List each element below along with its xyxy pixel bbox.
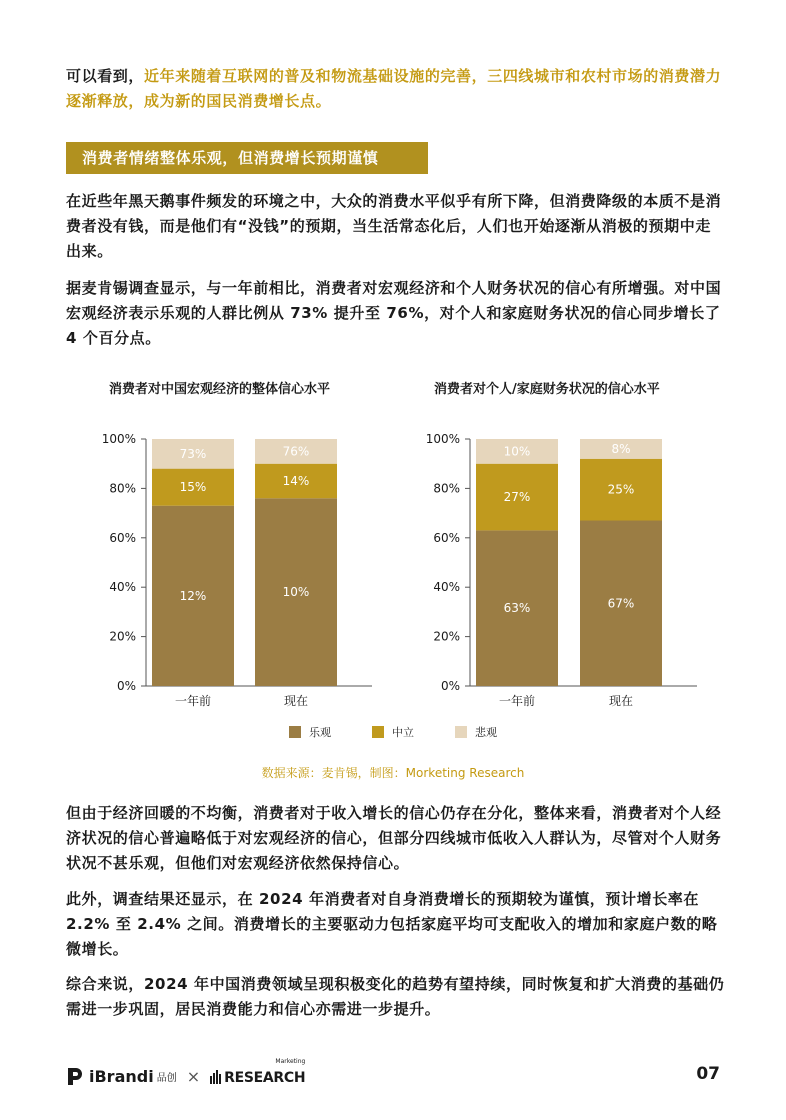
data-label: 15% (179, 480, 207, 495)
legend-label-neutral: 中立 (392, 726, 414, 739)
paragraph-1: 在近些年黑天鹅事件频发的环境之中，大众的消费水平似乎有所下降，但消费降级的本质不是消费者没有钱，而是他们有“没钱”的预期，当生活常态化后，人们也开始逐渐从消极的预期中走出来。 (66, 192, 722, 260)
data-label: 73% (179, 446, 207, 461)
y-tick-label: 20% (109, 629, 136, 644)
y-tick-label: 20% (433, 629, 460, 644)
data-label: 67% (607, 596, 635, 611)
y-tick-label: 100% (425, 432, 460, 446)
footer-partner: RESEARCH (224, 1069, 306, 1086)
data-label: 63% (503, 601, 531, 616)
y-tick-label: 0% (440, 679, 460, 693)
intro-highlight: 近年来随着互联网的普及和物流基础设施的完善，三四线城市和农村市场的消费潜力逐渐释放，成为新的国民消费增长点。 (66, 67, 722, 110)
legend-swatch-pessimistic (455, 726, 467, 738)
data-label: 14% (282, 473, 310, 488)
footer-partner-wrap (224, 1057, 306, 1086)
data-label: 76% (282, 444, 310, 459)
legend-label-pessimistic: 悲观 (475, 726, 497, 739)
y-tick-label: 80% (433, 481, 460, 496)
y-tick-label: 60% (433, 530, 460, 545)
legend-swatch-optimistic (289, 726, 301, 738)
x-tick-label: 现在 (608, 694, 634, 708)
ibrandi-logo-icon (66, 1066, 84, 1086)
y-tick-label: 40% (109, 580, 136, 595)
chart-title-macro: 消费者对中国宏观经济的整体信心水平 (109, 382, 331, 397)
y-tick-label: 100% (101, 432, 136, 446)
footer-brand: iBrandi (89, 1066, 154, 1086)
legend-item-neutral (372, 724, 414, 740)
footer-logo (66, 1057, 306, 1088)
footer-partner-small: Marketing (275, 1057, 306, 1065)
section-title: 消费者情绪整体乐观，但消费增长预期谨慎 (66, 142, 428, 174)
paragraph-3: 但由于经济回暖的不均衡，消费者对于收入增长的信心仍存在分化，整体来看，消费者对个人经济状况的信心普遍略低于对宏观经济的信心，但部分四线城市低收入人群认为，尽管对个人财务状况不甚乐观，但他们对宏观经济依然保持信心。 (66, 804, 722, 872)
x-tick-label: 一年前 (174, 694, 212, 708)
footer-times: × (186, 1066, 201, 1086)
legend-label-optimistic: 乐观 (309, 726, 331, 739)
footer-brand-cn: 品创 (156, 1072, 177, 1084)
y-tick-label: 60% (109, 530, 136, 545)
research-logo-icon (210, 1069, 222, 1083)
y-tick-label: 40% (433, 580, 460, 595)
y-tick-label: 0% (116, 679, 136, 693)
paragraph-4: 此外，调查结果还显示，在 2024 年消费者对自身消费增长的预期较为谨慎，预计增长率在 2.2% 至 2.4% 之间。消费增长的主要驱动力包括家庭平均可支配收入的增加和家庭户数的略微增长。 (66, 890, 718, 958)
data-label: 27% (503, 490, 531, 505)
chart-title-personal: 消费者对个人/家庭财务状况的信心水平 (434, 382, 660, 397)
x-tick-label: 现在 (283, 694, 309, 708)
page-number: 07 (696, 1064, 720, 1084)
legend-swatch-neutral (372, 726, 384, 738)
data-label: 12% (179, 588, 207, 603)
data-label: 8% (611, 441, 631, 456)
intro-prefix: 可以看到， (66, 67, 145, 85)
legend-item-optimistic (289, 724, 331, 740)
paragraph-5: 综合来说，2024 年中国消费领域呈现积极变化的趋势有望持续，同时恢复和扩大消费的基础仍需进一步巩固，居民消费能力和信心亦需进一步提升。 (66, 975, 725, 1018)
data-label: 10% (282, 585, 310, 600)
data-label: 25% (607, 482, 635, 497)
legend-item-pessimistic (455, 724, 497, 740)
data-label: 10% (503, 444, 531, 459)
chart-legend (0, 724, 786, 742)
data-source: 数据来源：麦肯锡，制图：Morketing Research (261, 766, 525, 780)
paragraph-2: 据麦肯锡调查显示，与一年前相比，消费者对宏观经济和个人财务状况的信心有所增强。对中国宏观经济表示乐观的人群比例从 73% 提升至 76%，对个人和家庭财务状况的信心同步增长了 4 个百分点。 (66, 279, 722, 347)
x-tick-label: 一年前 (498, 694, 536, 708)
y-tick-label: 80% (109, 481, 136, 496)
